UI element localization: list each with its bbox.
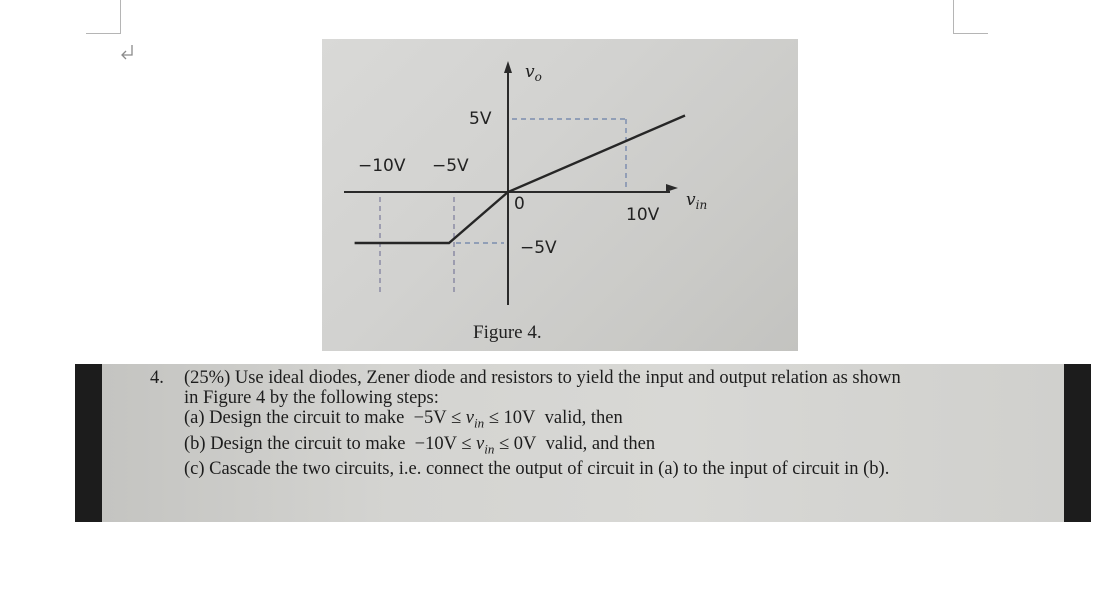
margin-corner-top-left <box>86 0 121 34</box>
tick-label-0: 0 <box>514 194 525 214</box>
problem-step-c: (c) Cascade the two circuits, i.e. connect the output of circuit in (a) to the input of circuit in (b). <box>184 459 890 480</box>
step-a-condition: $-5V \le v_{in} \le 10V$ <box>413 408 536 431</box>
tick-label-m5v-x: −5V <box>432 156 469 176</box>
figure-4-photo <box>322 39 798 351</box>
tick-label-5v: 5V <box>469 109 492 129</box>
vo-axis-label: $v_o$ <box>525 62 542 84</box>
tick-label-m10v: −10V <box>358 156 406 176</box>
vin-axis-label: $v_{in}$ <box>686 190 708 212</box>
figure-caption: Figure 4. <box>473 322 542 343</box>
problem-statement <box>150 368 1050 479</box>
tick-label-m5v-y: −5V <box>520 238 557 258</box>
tick-label-10v: 10V <box>626 205 660 225</box>
problem-step-b: (b) Design the circuit to make $-10V \le v_{in} \le 0V$ valid, and then <box>184 433 656 457</box>
problem-number: 4. <box>150 368 164 388</box>
step-b-condition: $-10V \le v_{in} \le 0V$ <box>414 433 537 457</box>
y-axis-arrow <box>504 61 512 73</box>
problem-step-a: (a) Design the circuit to make $-5V \le v_{in} \le 10V$ valid, then <box>184 408 623 431</box>
problem-line-2: in Figure 4 by the following steps: <box>184 388 439 408</box>
x-axis-arrow <box>666 184 678 192</box>
paragraph-return-icon <box>118 40 138 66</box>
margin-corner-top-right <box>953 0 988 34</box>
problem-intro: (25%) Use ideal diodes, Zener diode and resistors to yield the input and output relation as shown <box>184 368 901 388</box>
transfer-characteristic-chart <box>322 39 798 351</box>
problem-line-1 <box>150 368 1050 388</box>
